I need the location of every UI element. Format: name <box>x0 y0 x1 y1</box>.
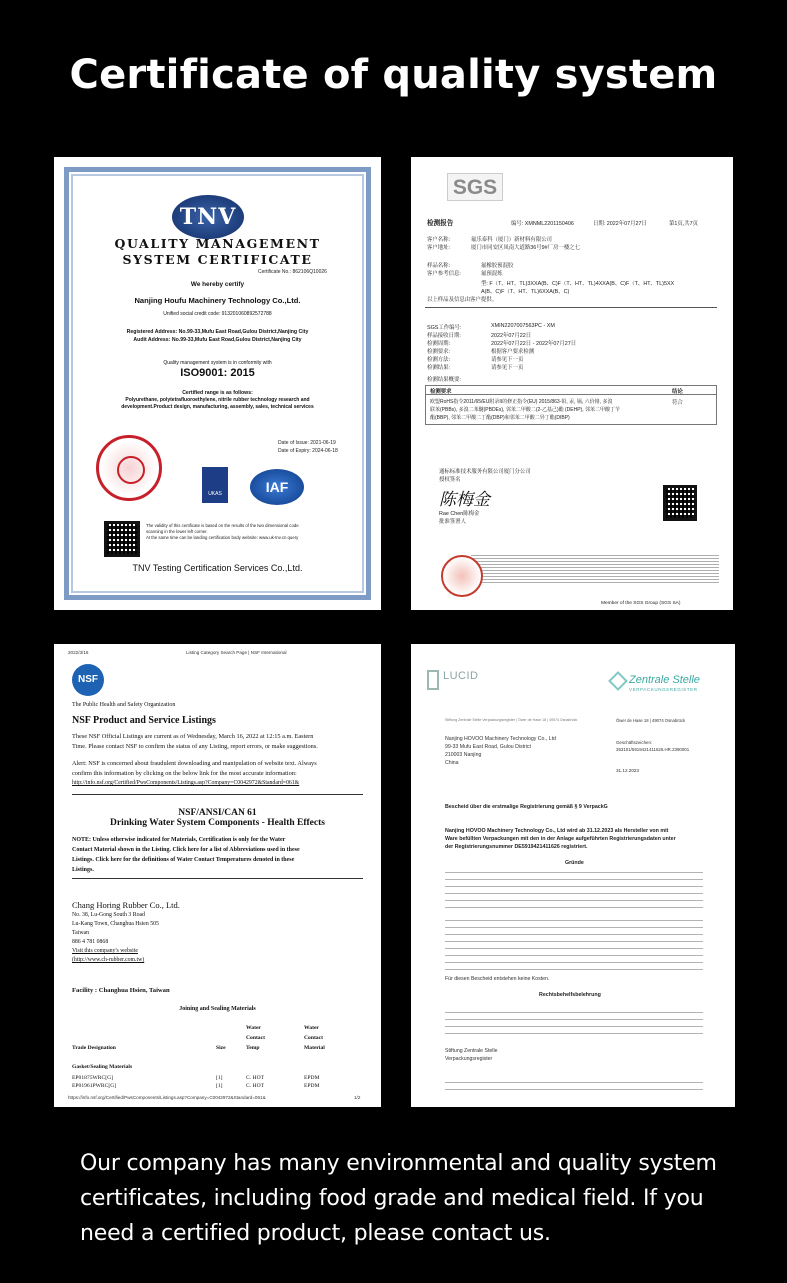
note-3: Listings. Click here for the definitions of Water Contact Temperatures denoted in these <box>72 857 295 863</box>
recipient-line-2: 99-33 Mufu East Road, Gulou District <box>445 744 531 750</box>
qr-code-icon <box>663 485 697 521</box>
issuer-name: TNV Testing Certification Services Co.,Ltd. <box>132 563 303 573</box>
validity-line-2: scanning in the lower left corner. <box>146 529 208 534</box>
listing-intro-1: These NSF Official Listings are current as of Wednesday, March 16, 2022 at 12:15 a.m. Eastern <box>72 733 314 740</box>
conformity-line: Quality management system is in conformity with <box>163 360 272 366</box>
sgs-report <box>411 157 733 610</box>
authorized-label: 授权签名 <box>439 477 461 483</box>
sgs-stamp <box>441 555 483 597</box>
table-row-line-2: 联苯(PBBs), 多溴二苯醚(PBDEs), 邻苯二甲酸二(2-乙基己)酯 (DEHP), 邻苯二甲酸丁苄 <box>430 407 621 413</box>
table-row-material: EPDM <box>304 1083 320 1089</box>
job-number: XMIN2207007563PC - XM <box>491 323 555 329</box>
standard-title: NSF/ANSI/CAN 61 <box>178 808 257 818</box>
recipient-line-4: China <box>445 760 459 766</box>
caption-line-3: need a certified product, please contact us. <box>80 1221 551 1246</box>
lucid-logo: LUCID <box>443 670 479 682</box>
sample-spec: 型: F（T、HT、TL)3XXA(B、C)F（T、HT、TL)4XXA(B、C)F（T、HT、TL)5XX <box>481 281 675 287</box>
print-date: 2022/3/16 <box>68 650 89 655</box>
sender-line: Stiftung Zentrale Stelle Verpackungsregister | Öwer de Hase 18 | 49074 Osnabrück <box>445 718 578 722</box>
lucid-registration <box>411 644 735 1107</box>
divider <box>425 307 717 308</box>
footer-page: 1/2 <box>354 1095 361 1100</box>
reasons-heading: Gründe <box>565 860 584 866</box>
issuing-company: 通标标准技术服务有限公司厦门分公司 <box>439 469 531 475</box>
tnv-certificate <box>54 157 381 610</box>
legal-remedy-paragraph <box>445 1006 703 1034</box>
alert-2: confirm this information by clicking on the below link for the most accurate information: <box>72 770 297 777</box>
col-temp-3: Temp <box>246 1045 260 1051</box>
standard-subtitle: Drinking Water System Components - Health Effects <box>110 818 325 828</box>
table-row-line-3: 酯(BBP), 邻苯二甲酸二丁酯(DBP)和邻苯二甲酸二异丁酯(DIBP) <box>430 415 570 421</box>
client-address-label: 客户地址: <box>427 245 451 251</box>
page-caption <box>80 1146 740 1251</box>
credit-code: Unified social credit code: 913201060892572788 <box>163 311 272 317</box>
test-period: 2022年07月22日 - 2022年07月27日 <box>491 341 577 347</box>
signature: 陈梅金 <box>439 490 490 510</box>
listing-intro-2: Time. Please contact NSF to confirm the status of any Listing, report errors, or make suggestions. <box>72 743 318 750</box>
caption-line-1: Our company has many environmental and quality system <box>80 1151 717 1176</box>
decision-line-2: Ware befüllten Verpackungen mit den in der Anlage aufgeführten Registrierungsdaten unter <box>445 836 676 842</box>
ukas-badge: UKAS <box>202 467 228 503</box>
method-label: 检测方法: <box>427 357 451 363</box>
reference-label: Geschäftszeichen: <box>616 740 653 745</box>
requirement: 根据客户要求检测 <box>491 349 535 355</box>
letter-subject: Bescheid über die erstmalige Registrierung gemäß § 9 VerpackG <box>445 804 608 810</box>
range-line-1: Polyurethane, polytetrafluoroethylene, nitrile rubber technology research and <box>125 397 310 403</box>
listing-title: NSF Product and Service Listings <box>72 715 216 726</box>
nsf-logo: NSF <box>72 664 104 696</box>
col-trade: Trade Designation <box>72 1045 116 1051</box>
signoff-line-2: Verpackungsregister <box>445 1056 493 1062</box>
alert-1: Alert: NSF is concerned about fraudulent downloading and manipulation of website text. Always <box>72 760 317 767</box>
company-name: Chang Horing Rubber Co., Ltd. <box>72 900 180 910</box>
iaf-badge: IAF <box>250 469 304 505</box>
lucid-logo-icon <box>427 670 439 690</box>
address-line-1: No. 38, Lu-Gong South 3 Road <box>72 912 145 918</box>
col-material-2: Contact <box>304 1035 323 1041</box>
divider <box>72 794 363 795</box>
certification-seal <box>96 435 162 501</box>
table-header-requirement: 检测要求 <box>430 389 452 395</box>
company-website-url[interactable]: (http://www.ch-rubber.com.tw) <box>72 957 145 963</box>
table-row-temp: C. HOT <box>246 1083 265 1089</box>
validity-line-3: At the same time can be landing certification body website: www.uk-tnv.cn query <box>146 535 299 540</box>
col-material-3: Material <box>304 1045 325 1051</box>
summary-table <box>425 385 717 425</box>
certify-line: We hereby certify <box>190 281 245 288</box>
legal-remedy-heading: Rechtsbehelfsbelehrung <box>539 992 601 998</box>
decision-line-1: Nanjing HOVOO Machinery Technology Co., Ltd wird ab 31.12.2023 als Hersteller von mit <box>445 828 669 834</box>
job-number-label: SGS工作编号: <box>427 325 462 331</box>
recipient-line-1: Nanjing HOVOO Machinery Technology Co., Ltd <box>445 736 556 742</box>
col-temp-1: Water <box>246 1025 261 1031</box>
recipient-line-3: 210003 Nanjing <box>445 752 482 758</box>
qr-code-icon <box>104 521 140 557</box>
sample-spec-2: A(B、C)F（T、HT、TL)6XXA(B、C) <box>481 289 570 295</box>
result-label: 检测结果: <box>427 365 451 371</box>
divider <box>72 878 363 879</box>
table-row-temp: C. HOT <box>246 1075 265 1081</box>
expiry-date: Date of Expiry: 2024-06-18 <box>278 448 338 454</box>
note-2: Contact Material shown in the Listing. Click here for a list of Abbreviations used in these <box>72 847 300 853</box>
col-material-1: Water <box>304 1025 319 1031</box>
phone: 886 4 781 0868 <box>72 939 109 945</box>
report-title: 检测报告 <box>427 220 454 227</box>
zentrale-stelle-name: Zentrale Stelle <box>629 674 700 686</box>
sgs-logo: SGS <box>447 173 503 201</box>
letter-date: 31.12.2023 <box>616 768 639 773</box>
table-header-conclusion: 结论 <box>672 389 683 395</box>
range-line-2: development.Product design, manufacturing, assembly, sales, technical services <box>121 404 314 410</box>
report-number: 编号: XMNML2201150406 <box>511 221 574 227</box>
received-label: 样品接收日期: <box>427 333 461 339</box>
signer-title: 批准签署人 <box>439 519 466 525</box>
certificate-heading-1: QUALITY MANAGEMENT <box>114 236 321 251</box>
method: 请参见下一页 <box>491 357 524 363</box>
tnv-logo: TNV <box>172 195 244 239</box>
table-conclusion: 符合 <box>672 400 683 406</box>
address-line-2: Lu-Kang Town, Changhua Hsien 505 <box>72 921 159 927</box>
summary-label: 检测结果概要: <box>427 377 461 383</box>
client-address: 厦门市同安区凤南大道路36号9#厂房一楼之七 <box>471 245 581 251</box>
iso-standard: ISO9001: 2015 <box>180 367 255 379</box>
sample-ref-label: 客户参考信息: <box>427 271 461 277</box>
audit-address: Audit Address: No.99-33,Mufu East Road,Gulou District,Nanjing City <box>133 337 302 343</box>
table-row-name: EP01875WRC[G] <box>72 1075 114 1081</box>
sample-note: 以上样品及信息由客户提供。 <box>427 297 498 303</box>
test-period-label: 检测周期: <box>427 341 451 347</box>
zentrale-stelle-logo-icon <box>608 671 628 691</box>
listing-link[interactable]: http://info.nsf.org/Certified/PwsComponents/Listings.asp?Company=C0042972&Standard=061& <box>72 780 300 786</box>
certificate-heading-2: SYSTEM CERTIFICATE <box>122 252 313 267</box>
note-4: Listings. <box>72 867 94 873</box>
member-line: Member of the SGS Group (SGS SA) <box>601 601 681 606</box>
reasons-paragraph-3 <box>445 934 703 970</box>
sample-name: 氟橡胶预混胶 <box>481 263 514 269</box>
signoff-line-1: Stiftung Zentrale Stelle <box>445 1048 498 1054</box>
joining-title: Joining and Sealing Materials <box>179 1006 256 1012</box>
reasons-paragraph-1 <box>445 872 703 908</box>
reasons-paragraph-2 <box>445 914 703 928</box>
table-row-name: EP01961PWRC[G] <box>72 1083 117 1089</box>
table-row-size: [1] <box>216 1083 223 1089</box>
zentrale-stelle-subtitle: VERPACKUNGSREGISTER <box>629 687 698 692</box>
range-title: Certified range is as follows: <box>182 390 253 396</box>
cost-note: Für diesen Bescheid entstehen keine Kosten. <box>445 976 550 982</box>
sample-name-label: 样品名称: <box>427 263 451 269</box>
certificate-number: Certificate No.: 862106Q10026 <box>258 269 327 275</box>
note-1: NOTE: Unless otherwise indicated for Materials, Certification is only for the Water <box>72 837 286 843</box>
company-website-link[interactable]: Visit this company's website <box>72 948 138 954</box>
facility: Facility : Changhua Hsien, Taiwan <box>72 987 170 994</box>
page-title: Certificate of quality system <box>69 52 718 98</box>
signer-name: Rae Chen陈梅金 <box>439 511 480 517</box>
col-temp-2: Contact <box>246 1035 265 1041</box>
sample-ref: 氟预混炼 <box>481 271 503 277</box>
print-header: Listing Category Search Page | NSF International <box>186 650 287 655</box>
fine-print <box>471 555 719 583</box>
col-size: Size <box>216 1045 226 1051</box>
footer-fine-print <box>445 1080 703 1090</box>
report-page: 第1页,共7页 <box>669 221 699 227</box>
reference-number: 353101/5919421411626.HR.2390001 <box>616 747 690 752</box>
validity-line-1: The validity of this certificate is based on the results of the two dimensional code <box>146 523 299 528</box>
table-row-line-1: 欧盟RoHS指令2011/65/EU附录II的修正指令(EU) 2015/863-铅, 汞, 镉, 六价铬, 多溴 <box>430 399 613 405</box>
registered-address: Registered Address: No.99-33,Mufu East Road,Gulou District,Nanjing City <box>126 329 309 335</box>
nsf-org: The Public Health and Safety Organization <box>72 702 176 708</box>
decision-line-3: der Registrierungsnummer DE5919421411626 registriert. <box>445 844 588 850</box>
report-date: 日期: 2022年07月27日 <box>593 221 647 227</box>
client-name: 氟乐泰科（厦门）新材料有限公司 <box>471 237 552 243</box>
address-line-3: Taiwan <box>72 930 89 936</box>
nsf-listing <box>54 644 381 1107</box>
table-row-material: EPDM <box>304 1075 320 1081</box>
footer-url: https://info.nsf.org/Certified/PwsComponents/Listings.asp?Company=C0042972&Standard=061& <box>68 1095 266 1100</box>
result: 请参见下一页 <box>491 365 524 371</box>
caption-line-2: certificates, including food grade and medical field. If you <box>80 1186 704 1211</box>
requirement-label: 检测要求: <box>427 349 451 355</box>
address-right: Öwer de Hase 18 | 49074 Osnabrück <box>616 718 686 723</box>
received-date: 2022年07月22日 <box>491 333 532 339</box>
issue-date: Date of Issue: 2021-06-19 <box>278 440 336 446</box>
table-row-size: [1] <box>216 1075 223 1081</box>
client-name-label: 客户名称: <box>427 237 451 243</box>
certified-company: Nanjing Houfu Machinery Technology Co.,Ltd. <box>134 296 301 305</box>
group-label: Gasket/Sealing Materials <box>72 1064 133 1070</box>
